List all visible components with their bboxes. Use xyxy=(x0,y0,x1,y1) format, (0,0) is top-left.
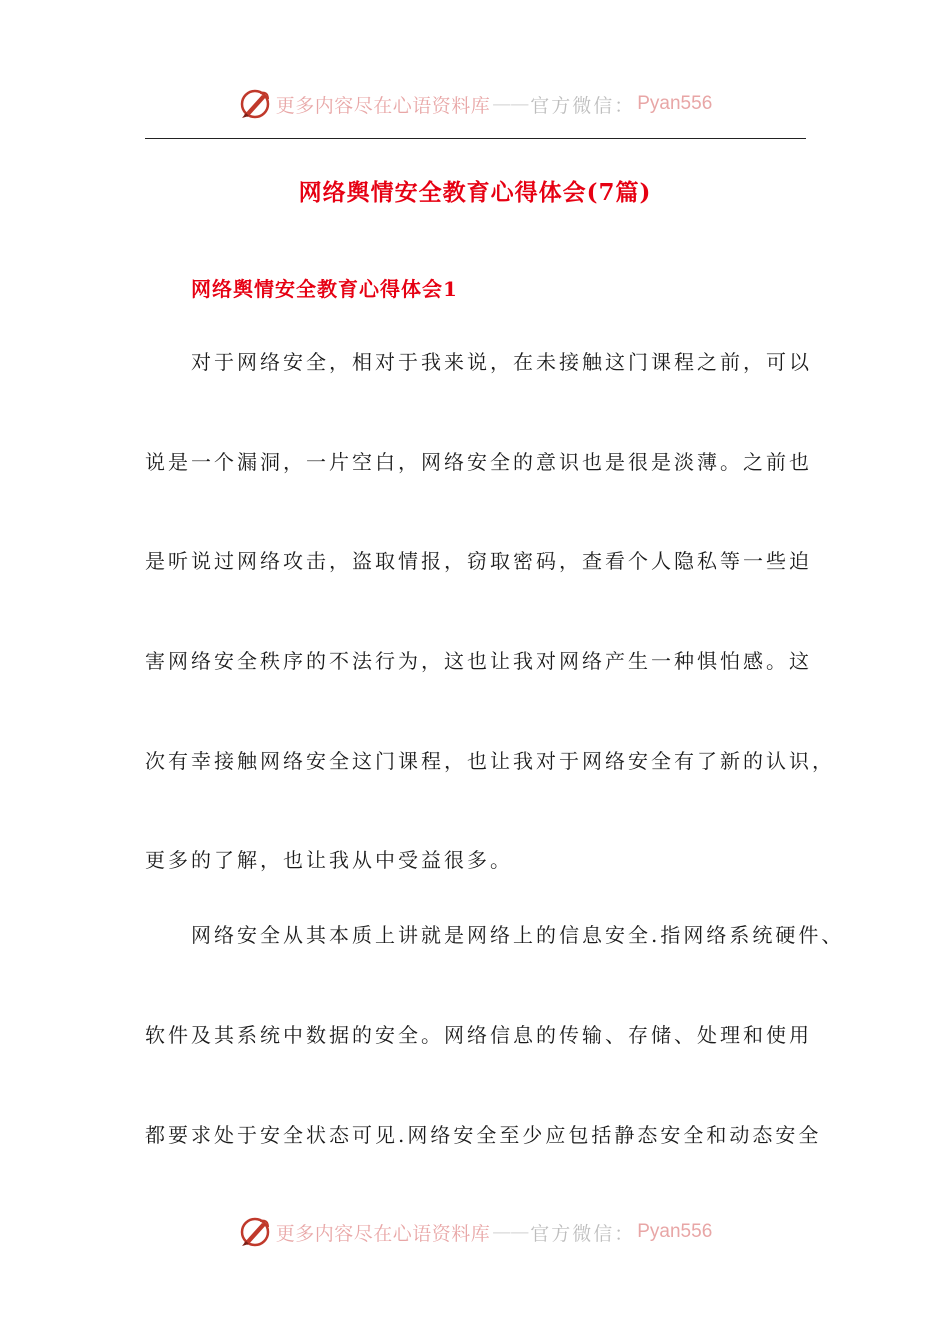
body-line-9: 都要求处于安全状态可见.网络安全至少应包括静态安全和动态安全 xyxy=(145,1123,822,1147)
body-line-1: 对于网络安全，相对于我来说，在未接触这门课程之前，可以 xyxy=(191,350,812,374)
header-dash: —— xyxy=(492,93,529,115)
footer-wechat-label: 官方微信： xyxy=(530,1222,636,1245)
footer-site-text: 更多内容尽在心语资料库 xyxy=(275,1222,491,1245)
body-line-3: 是听说过网络攻击，盗取情报，窃取密码，查看个人隐私等一些迫 xyxy=(145,549,812,573)
body-line-2: 说是一个漏洞，一片空白，网络安全的意识也是很是淡薄。之前也 xyxy=(145,450,812,474)
section-heading: 网络舆情安全教育心得体会1 xyxy=(191,277,458,301)
document-title: 网络舆情安全教育心得体会(7篇) xyxy=(298,179,652,206)
body-line-5: 次有幸接触网络安全这门课程，也让我对于网络安全有了新的认识， xyxy=(145,749,835,773)
header-wechat-id: Pyan556 xyxy=(637,93,713,114)
footer-dash: —— xyxy=(492,1221,529,1243)
body-line-4: 害网络安全秩序的不法行为，这也让我对网络产生一种惧怕感。这 xyxy=(145,649,812,673)
pen-logo-icon xyxy=(238,1215,272,1249)
body-line-6: 更多的了解，也让我从中受益很多。 xyxy=(145,848,513,872)
header-banner xyxy=(0,84,950,124)
pen-logo-icon xyxy=(238,87,272,121)
footer-wechat-id: Pyan556 xyxy=(637,1221,713,1242)
header-divider xyxy=(145,138,806,139)
body-line-8: 软件及其系统中数据的安全。网络信息的传输、存储、处理和使用 xyxy=(145,1023,812,1047)
header-site-text: 更多内容尽在心语资料库 xyxy=(275,94,491,117)
body-line-7: 网络安全从其本质上讲就是网络上的信息安全.指网络系统硬件、 xyxy=(191,923,845,947)
footer-banner xyxy=(0,1212,950,1252)
header-wechat-label: 官方微信： xyxy=(530,94,636,117)
